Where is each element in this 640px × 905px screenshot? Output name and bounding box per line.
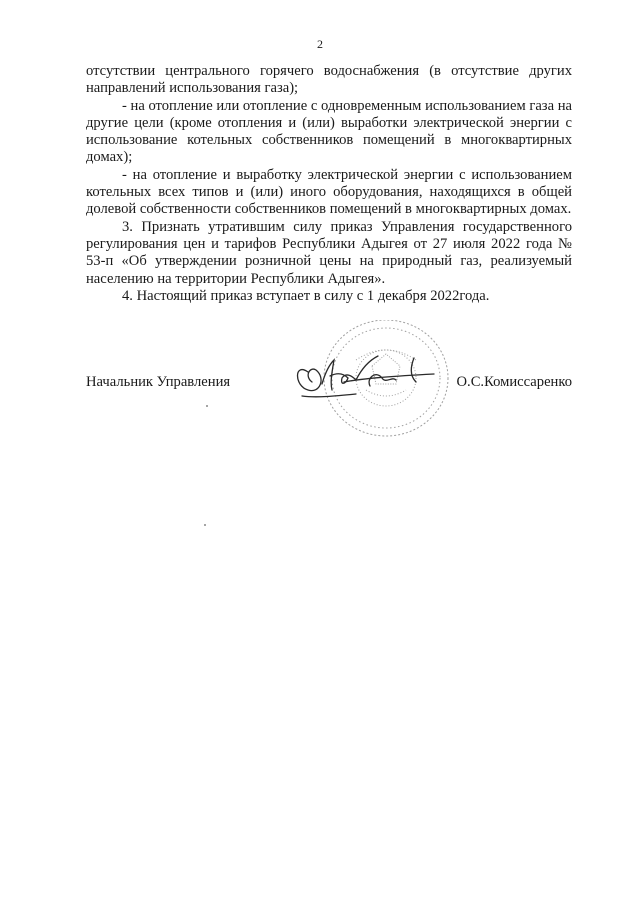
paragraph-2: - на отопление или отопление с одновременным использованием газа на другие цели (кроме отопления и (или) выработки электрической энергии с использование котельных собственников помещений в многоквартирных домах); (86, 97, 572, 166)
stamp-seal-graphic (286, 320, 456, 450)
paragraph-5: 4. Настоящий приказ вступает в силу с 1 декабря 2022года. (122, 287, 490, 304)
official-stamp (286, 320, 456, 450)
signatory-name: О.С.Комиссаренко (456, 374, 572, 390)
document-body (86, 63, 572, 305)
paragraph-4: 3. Признать утратившим силу приказ Управления государственного регулирования цен и тарифов Республики Адыгея от 27 июля 2022 года № 53-п «Об утверждении розничной цены на природный газ, реализуемый населению на территории Республики Адыгея». (86, 218, 572, 287)
signatory-title: Начальник Управления (86, 374, 231, 390)
paragraph-3: - на отопление и выработку электрической энергии с использованием котельных всех типов и (или) иного оборудования, находящихся в общей долевой собственности собственников помещений в многоквартирных домах. (86, 166, 572, 218)
scan-speck (206, 405, 208, 407)
scan-speck (204, 524, 206, 526)
page-number: 2 (317, 37, 323, 51)
handwritten-signature (298, 356, 435, 397)
paragraph-1: отсутствии центрального горячего водоснабжения (в отсутствие других направлений использования газа); (86, 63, 572, 97)
